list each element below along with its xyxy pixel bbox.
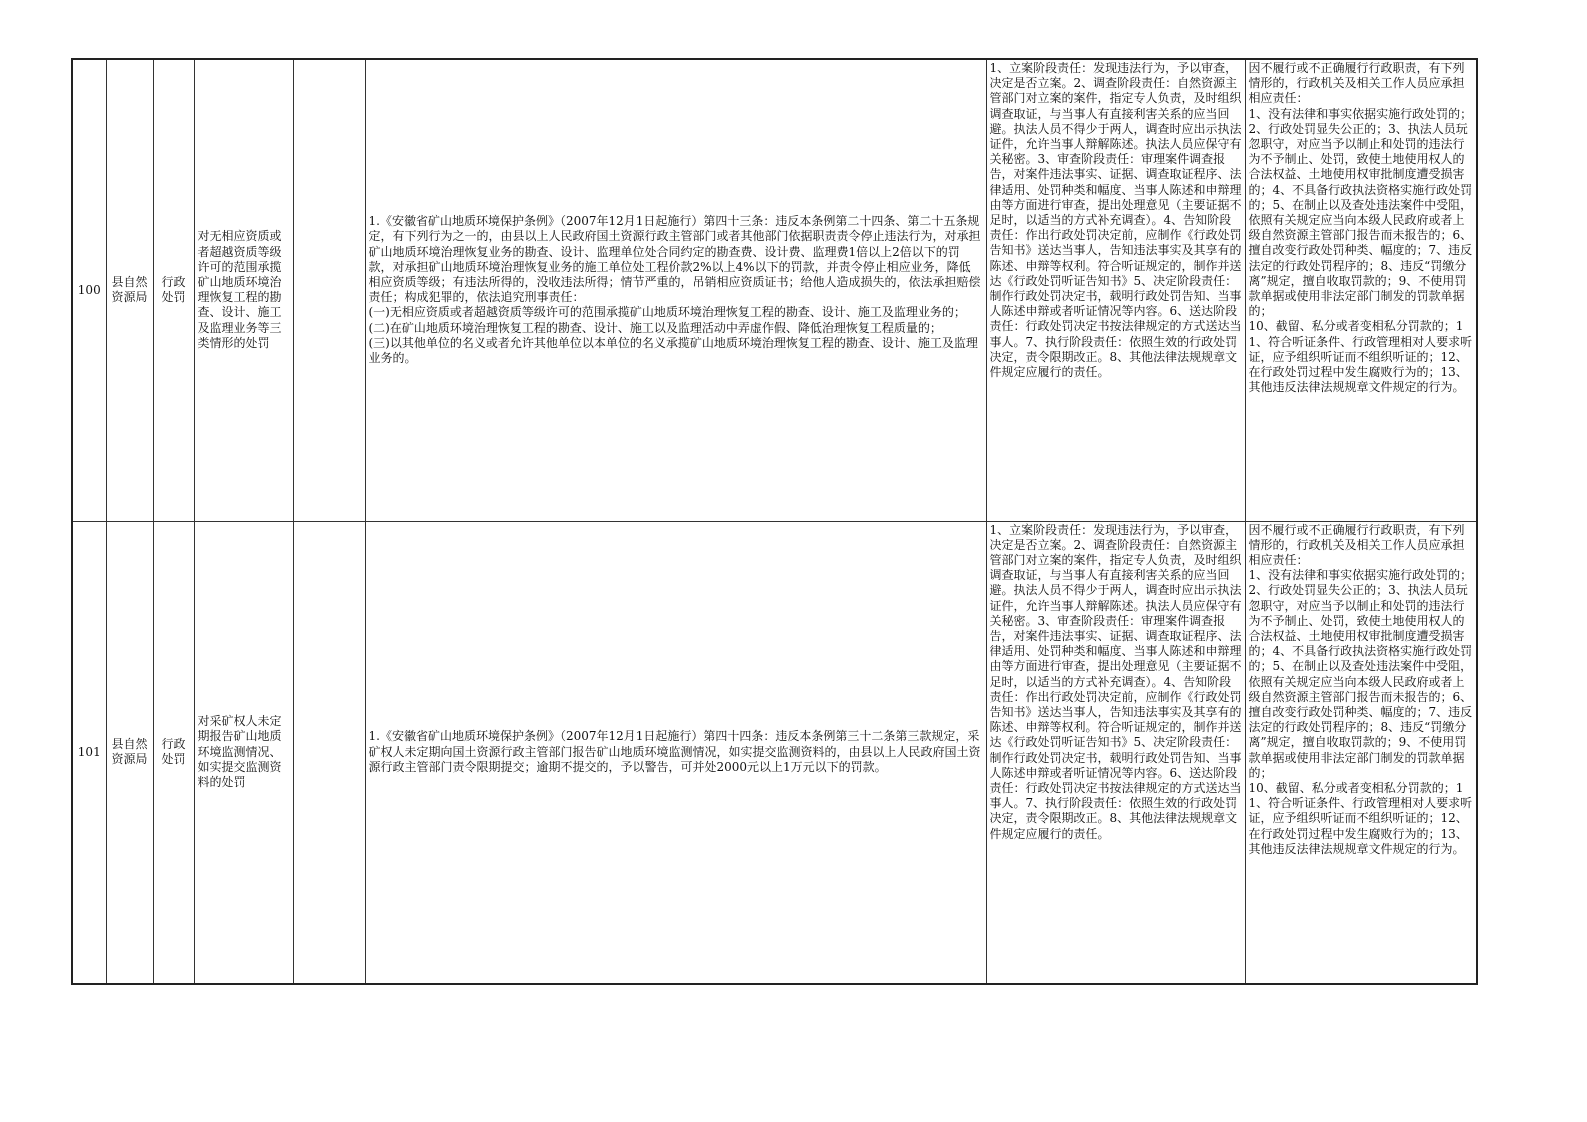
accountability-cell: 因不履行或不正确履行行政职责，有下列情形的，行政机关及相关工作人员应承担相应责任： 1、没有法律和事实依据实施行政处罚的；2、行政处罚显失公正的；3、执法人员玩忽职守，对应当予以制止和处罚的违法行为不予制止、处罚，致使土地使用权人的合法权益、土地使用权审批制度遭受损害的；4、不具备行政执法资格实施行政处罚的；5、在制止以及查处违法案件中受阻，依照有关规定应当向本级人民政府或者上级自然资源主管部门报告而未报告的；6、擅自改变行政处罚种类、幅度的；7、违反法定的行政处罚程序的；8、违反“罚缴分离”规定，擅自收取罚款的；9、不使用罚款单据或使用非法定部门制发的罚款单据的； 10、截留、私分或者变相私分罚款的；11、符合听证条件、行政管理相对人要求听证，应予组织听证而不组织听证的；12、在行政处罚过程中发生腐败行为的；13、其他违反法律法规规章文件规定的行为。 bbox=[1245, 521, 1477, 984]
table-row bbox=[72, 59, 1477, 521]
department-cell: 县自然资源局 bbox=[106, 59, 153, 521]
legal-basis-cell bbox=[365, 59, 986, 521]
accountability-cell: 因不履行或不正确履行行政职责，有下列情形的，行政机关及相关工作人员应承担相应责任： 1、没有法律和事实依据实施行政处罚的；2、行政处罚显失公正的；3、执法人员玩忽职守，对应当予以制止和处罚的违法行为不予制止、处罚，致使土地使用权人的合法权益、土地使用权审批制度遭受损害的；4、不具备行政执法资格实施行政处罚的；5、在制止以及查处违法案件中受阻，依照有关规定应当向本级人民政府或者上级自然资源主管部门报告而未报告的；6、擅自改变行政处罚种类、幅度的；7、违反法定的行政处罚程序的；8、违反“罚缴分离”规定，擅自收取罚款的；9、不使用罚款单据或使用非法定部门制发的罚款单据的； 10、截留、私分或者变相私分罚款的；11、符合听证条件、行政管理相对人要求听证，应予组织听证而不组织听证的；12、在行政处罚过程中发生腐败行为的；13、其他违反法律法规规章文件规定的行为。 bbox=[1245, 59, 1477, 521]
document-page bbox=[71, 58, 1476, 985]
legal-basis-paragraph: 1.《安徽省矿山地质环境保护条例》（2007年12月1日起施行）第四十三条：违反本条例第二十四条、第二十五条规定，有下列行为之一的，由县以上人民政府国土资源行政主管部门或者其他部门依据职责责令停止违法行为，对承担矿山地质环境治理恢复业务的勘查、设计、监理单位处合同约定的勘查费、设计费、监理费1倍以上2倍以下的罚款，对承担矿山地质环境治理恢复业务的施工单位处工程价款2%以上4%以下的罚款，并责令停止相应业务，降低相应资质等级；有违法所得的，没收违法所得；情节严重的，吊销相应资质证书；给他人造成损失的，依法承担赔偿责任；构成犯罪的，依法追究刑事责任： bbox=[368, 214, 981, 305]
legal-basis-cell bbox=[365, 521, 986, 984]
responsibility-cell: 1、立案阶段责任：发现违法行为，予以审查，决定是否立案。2、调查阶段责任：自然资源主管部门对立案的案件，指定专人负责，及时组织调查取证，与当事人有直接利害关系的应当回避。执法人员不得少于两人，调查时应出示执法证件，允许当事人辩解陈述。执法人员应保守有关秘密。3、审查阶段责任：审理案件调查报告，对案件违法事实、证据、调查取证程序、法律适用、处罚种类和幅度、当事人陈述和申辩理由等方面进行审查，提出处理意见（主要证据不足时，以适当的方式补充调查）。4、告知阶段责任：作出行政处罚决定前，应制作《行政处罚告知书》送达当事人，告知违法事实及其享有的陈述、申辩等权利。符合听证规定的，制作并送达《行政处罚听证告知书》5、决定阶段责任：制作行政处罚决定书，载明行政处罚告知、当事人陈述申辩或者听证情况等内容。6、送达阶段责任：行政处罚决定书按法律规定的方式送达当事人。7、执行阶段责任：依照生效的行政处罚决定，责令限期改正。8、其他法律法规规章文件规定应履行的责任。 bbox=[986, 521, 1245, 984]
power-type-cell: 行政处罚 bbox=[153, 59, 194, 521]
legal-basis-paragraph: 1.《安徽省矿山地质环境保护条例》（2007年12月1日起施行）第四十四条：违反本条例第三十二条第三款规定，采矿权人未定期向国土资源行政主管部门报告矿山地质环境监测情况，如实提交监测资料的，由县以上人民政府国土资源行政主管部门责令限期提交；逾期不提交的，予以警告，可并处2000元以上1万元以下的罚款。 bbox=[368, 729, 981, 774]
sub-item-cell bbox=[293, 59, 365, 521]
power-type-cell: 行政处罚 bbox=[153, 521, 194, 984]
table-row bbox=[72, 521, 1477, 984]
power-item-cell: 对采矿权人未定期报告矿山地质环境监测情况、如实提交监测资料的处罚 bbox=[194, 521, 293, 984]
responsibility-cell: 1、立案阶段责任：发现违法行为，予以审查，决定是否立案。2、调查阶段责任：自然资源主管部门对立案的案件，指定专人负责，及时组织调查取证，与当事人有直接利害关系的应当回避。执法人员不得少于两人，调查时应出示执法证件，允许当事人辩解陈述。执法人员应保守有关秘密。3、审查阶段责任：审理案件调查报告，对案件违法事实、证据、调查取证程序、法律适用、处罚种类和幅度、当事人陈述和申辩理由等方面进行审查，提出处理意见（主要证据不足时，以适当的方式补充调查）。4、告知阶段责任：作出行政处罚决定前，应制作《行政处罚告知书》送达当事人，告知违法事实及其享有的陈述、申辩等权利。符合听证规定的，制作并送达《行政处罚听证告知书》5、决定阶段责任：制作行政处罚决定书，载明行政处罚告知、当事人陈述申辩或者听证情况等内容。6、送达阶段责任：行政处罚决定书按法律规定的方式送达当事人。7、执行阶段责任：依照生效的行政处罚决定，责令限期改正。8、其他法律法规规章文件规定应履行的责任。 bbox=[986, 59, 1245, 521]
department-cell: 县自然资源局 bbox=[106, 521, 153, 984]
legal-basis-paragraph: (一)无相应资质或者超越资质等级许可的范围承揽矿山地质环境治理恢复工程的勘查、设计、施工及监理业务的； bbox=[368, 305, 966, 320]
power-list-table bbox=[71, 58, 1478, 985]
legal-basis-paragraph: (二)在矿山地质环境治理恢复工程的勘查、设计、施工以及监理活动中弄虚作假、降低治理恢复工程质量的； bbox=[368, 320, 942, 335]
row-number: 101 bbox=[72, 521, 106, 984]
sub-item-cell bbox=[293, 521, 365, 984]
row-number: 100 bbox=[72, 59, 106, 521]
power-item-cell: 对无相应资质或者超越资质等级许可的范围承揽矿山地质环境治理恢复工程的勘查、设计、施工及监理业务等三类情形的处罚 bbox=[194, 59, 293, 521]
legal-basis-paragraph: (三)以其他单位的名义或者允许其他单位以本单位的名义承揽矿山地质环境治理恢复工程的勘查、设计、施工及监理业务的。 bbox=[368, 335, 978, 366]
